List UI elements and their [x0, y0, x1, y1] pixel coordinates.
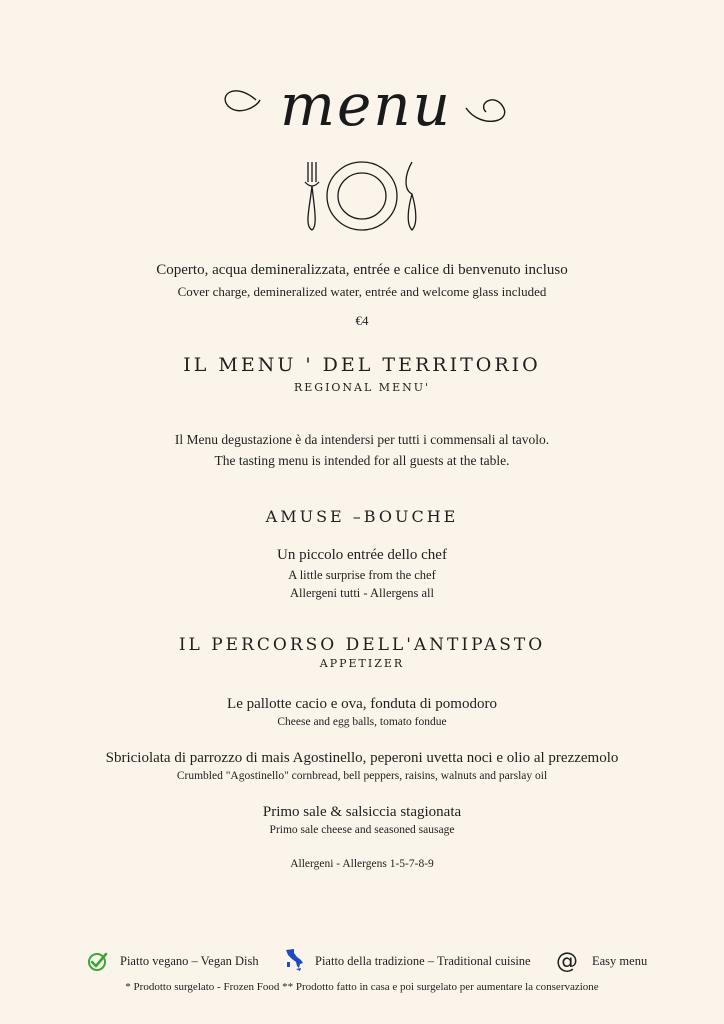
- legend-tradition-label: Piatto della tradizione – Traditional cuisine: [315, 953, 531, 968]
- legend-vegan: [86, 944, 259, 978]
- cover-price: €4: [355, 313, 369, 328]
- legend-easy: [556, 944, 647, 978]
- dish-name-en: Crumbled "Agostinello" cornbread, bell peppers, raisins, walnuts and parslay oil: [176, 770, 548, 782]
- section-title-menu: IL MENU ' DEL TERRITORIO: [183, 354, 541, 376]
- amuse-item-en: A little surprise from the chef: [288, 568, 436, 582]
- legend-tradition: [282, 944, 531, 978]
- legend: [0, 944, 724, 978]
- antipasto-allergens: Allergeni - Allergens 1-5-7-8-9: [290, 858, 434, 870]
- section-subtitle-menu: REGIONAL MENU': [293, 381, 431, 394]
- section-title-antipasto: IL PERCORSO DELL'ANTIPASTO: [178, 635, 546, 655]
- footnote: * Prodotto surgelato - Frozen Food ** Prodotto fatto in casa e poi surgelato per aumentare la conservazione: [125, 981, 599, 993]
- section-subtitle-antipasto: APPETIZER: [319, 657, 405, 670]
- section-title-amuse: AMUSE –BOUCHE: [265, 507, 459, 526]
- tasting-note-en: The tasting menu is intended for all guests at the table.: [214, 453, 510, 468]
- dish-name-en: Cheese and egg balls, tomato fondue: [277, 716, 447, 728]
- intro-line-it: Coperto, acqua demineralizzata, entrée e calice di benvenuto incluso: [156, 262, 568, 278]
- dish-name-it: Primo sale & salsiccia stagionata: [262, 804, 462, 820]
- legend-easy-label: Easy menu: [592, 953, 648, 968]
- tasting-note-it: Il Menu degustazione è da intendersi per tutti i commensali al tavolo.: [174, 432, 550, 447]
- dish-name-it: Le pallotte cacio e ova, fonduta di pomodoro: [227, 696, 497, 712]
- amuse-item-it: Un piccolo entrée dello chef: [277, 547, 447, 563]
- logo-word: menu: [279, 71, 453, 139]
- legend-vegan-label: Piatto vegano – Vegan Dish: [120, 953, 259, 968]
- dish-name-en: Primo sale cheese and seasoned sausage: [269, 824, 455, 836]
- dish-name-it: Sbriciolata di parrozzo di mais Agostinello, peperoni uvetta noci e olio al prezzemolo: [105, 750, 619, 766]
- menu-logo: [216, 60, 516, 150]
- at-sign-icon: @: [556, 948, 578, 974]
- italy-map-icon: [282, 947, 306, 975]
- intro-line-en: Cover charge, demineralized water, entrée and welcome glass included: [177, 284, 547, 299]
- vegan-check-icon: [86, 949, 110, 973]
- amuse-allergens: Allergeni tutti - Allergens all: [290, 586, 434, 600]
- plate-cutlery-icon: [296, 156, 428, 234]
